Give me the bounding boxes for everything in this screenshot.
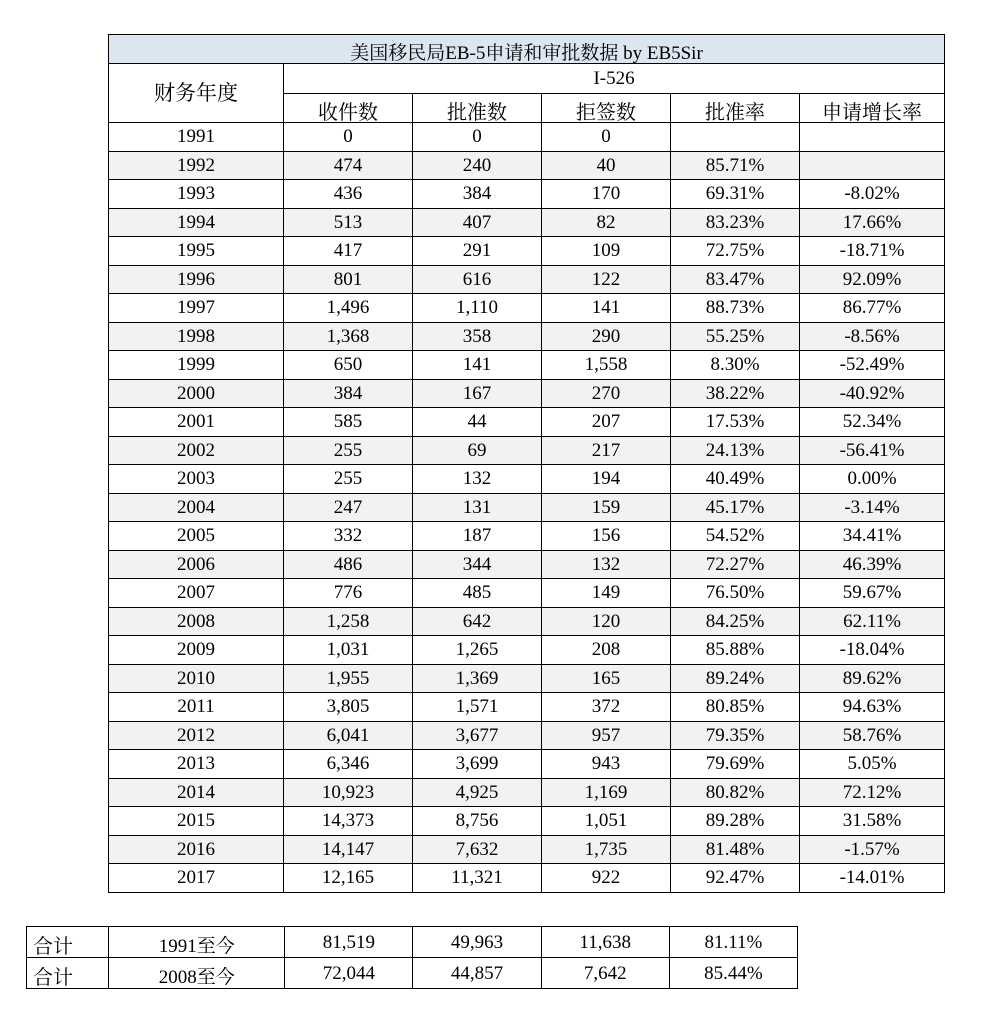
table-row	[109, 180, 945, 209]
approved-cell: 11,321	[413, 864, 542, 893]
approval-rate-cell: 69.31%	[671, 180, 800, 209]
approval-rate-cell: 92.47%	[671, 864, 800, 893]
denied-cell: 1,558	[542, 351, 671, 380]
approval-rate-cell: 45.17%	[671, 493, 800, 522]
table-row	[109, 750, 945, 779]
received-cell: 801	[284, 265, 413, 294]
approval-rate-cell: 88.73%	[671, 294, 800, 323]
growth-rate-cell: 86.77%	[800, 294, 945, 323]
table-row	[109, 807, 945, 836]
table-row	[109, 835, 945, 864]
received-cell: 247	[284, 493, 413, 522]
received-cell: 10,923	[284, 778, 413, 807]
growth-rate-cell: 89.62%	[800, 664, 945, 693]
approved-cell: 616	[413, 265, 542, 294]
table-row	[109, 864, 945, 893]
approved-cell: 240	[413, 151, 542, 180]
table-row	[109, 664, 945, 693]
denied-cell: 1,051	[542, 807, 671, 836]
table-row	[109, 265, 945, 294]
growth-rate-cell: 31.58%	[800, 807, 945, 836]
approval-rate-cell: 83.23%	[671, 208, 800, 237]
approved-cell: 344	[413, 550, 542, 579]
year-cell: 1994	[109, 208, 284, 237]
approval-rate-cell: 80.85%	[671, 693, 800, 722]
table-row	[109, 408, 945, 437]
approved-cell: 131	[413, 493, 542, 522]
received-cell: 14,147	[284, 835, 413, 864]
table-row	[109, 237, 945, 266]
growth-rate-cell: -18.04%	[800, 636, 945, 665]
denied-cell: 109	[542, 237, 671, 266]
year-cell: 2015	[109, 807, 284, 836]
received-cell: 776	[284, 579, 413, 608]
table-row	[109, 322, 945, 351]
received-cell: 1,496	[284, 294, 413, 323]
fiscal-year-header: 财务年度	[109, 64, 284, 123]
year-cell: 2011	[109, 693, 284, 722]
form-i526-header: I-526	[284, 64, 945, 94]
totals-received: 72,044	[285, 958, 413, 989]
table-row	[109, 550, 945, 579]
year-cell: 2014	[109, 778, 284, 807]
denied-cell: 82	[542, 208, 671, 237]
approved-cell: 1,571	[413, 693, 542, 722]
denied-cell: 270	[542, 379, 671, 408]
growth-rate-cell: -52.49%	[800, 351, 945, 380]
approved-cell: 1,265	[413, 636, 542, 665]
approval-rate-cell: 89.24%	[671, 664, 800, 693]
approval-rate-cell: 38.22%	[671, 379, 800, 408]
approved-cell: 642	[413, 607, 542, 636]
totals-period: 2008至今	[109, 958, 285, 989]
year-cell: 1998	[109, 322, 284, 351]
denied-cell: 957	[542, 721, 671, 750]
year-cell: 2001	[109, 408, 284, 437]
table-row	[109, 351, 945, 380]
denied-cell: 120	[542, 607, 671, 636]
table-row	[109, 778, 945, 807]
growth-rate-cell: 72.12%	[800, 778, 945, 807]
approval-rate-cell: 79.35%	[671, 721, 800, 750]
approval-rate-cell: 72.27%	[671, 550, 800, 579]
totals-row	[27, 958, 798, 989]
approval-rate-cell: 54.52%	[671, 522, 800, 551]
received-cell: 417	[284, 237, 413, 266]
growth-rate-cell: 94.63%	[800, 693, 945, 722]
eb5-data-table	[108, 34, 945, 893]
approved-cell: 1,110	[413, 294, 542, 323]
received-cell: 513	[284, 208, 413, 237]
approved-cell: 132	[413, 465, 542, 494]
received-cell: 650	[284, 351, 413, 380]
approved-cell: 3,699	[413, 750, 542, 779]
growth-rate-header: 申请增长率	[800, 94, 945, 123]
denied-cell: 159	[542, 493, 671, 522]
year-cell: 2003	[109, 465, 284, 494]
approved-cell: 407	[413, 208, 542, 237]
growth-rate-cell	[800, 151, 945, 180]
approved-cell: 4,925	[413, 778, 542, 807]
table-row	[109, 379, 945, 408]
approved-cell: 3,677	[413, 721, 542, 750]
approved-cell: 167	[413, 379, 542, 408]
approved-cell: 187	[413, 522, 542, 551]
approval-rate-cell: 72.75%	[671, 237, 800, 266]
received-cell: 332	[284, 522, 413, 551]
approval-rate-cell: 83.47%	[671, 265, 800, 294]
received-cell: 0	[284, 123, 413, 152]
growth-rate-cell: -1.57%	[800, 835, 945, 864]
approved-cell: 485	[413, 579, 542, 608]
totals-period: 1991至今	[109, 927, 285, 958]
denied-cell: 141	[542, 294, 671, 323]
received-cell: 6,346	[284, 750, 413, 779]
received-cell: 14,373	[284, 807, 413, 836]
table-row	[109, 636, 945, 665]
approval-rate-cell: 81.48%	[671, 835, 800, 864]
year-cell: 2008	[109, 607, 284, 636]
received-cell: 255	[284, 465, 413, 494]
received-cell: 6,041	[284, 721, 413, 750]
year-cell: 2004	[109, 493, 284, 522]
denied-cell: 208	[542, 636, 671, 665]
growth-rate-cell: -14.01%	[800, 864, 945, 893]
growth-rate-cell: 62.11%	[800, 607, 945, 636]
growth-rate-cell: 46.39%	[800, 550, 945, 579]
approved-cell: 384	[413, 180, 542, 209]
approval-rate-cell: 80.82%	[671, 778, 800, 807]
approval-rate-cell: 76.50%	[671, 579, 800, 608]
year-cell: 2016	[109, 835, 284, 864]
denied-cell: 40	[542, 151, 671, 180]
denied-cell: 149	[542, 579, 671, 608]
table-row	[109, 208, 945, 237]
approved-cell: 141	[413, 351, 542, 380]
table-row	[109, 579, 945, 608]
denied-cell: 170	[542, 180, 671, 209]
denied-cell: 372	[542, 693, 671, 722]
received-cell: 1,368	[284, 322, 413, 351]
year-cell: 1996	[109, 265, 284, 294]
denied-cell: 165	[542, 664, 671, 693]
growth-rate-cell: 34.41%	[800, 522, 945, 551]
growth-rate-cell	[800, 123, 945, 152]
approved-cell: 44	[413, 408, 542, 437]
totals-row	[27, 927, 798, 958]
approval-rate-cell: 85.71%	[671, 151, 800, 180]
table-row	[109, 465, 945, 494]
table-row	[109, 693, 945, 722]
year-cell: 2005	[109, 522, 284, 551]
approved-cell: 7,632	[413, 835, 542, 864]
received-cell: 1,955	[284, 664, 413, 693]
growth-rate-cell: 17.66%	[800, 208, 945, 237]
approved-cell: 358	[413, 322, 542, 351]
received-cell: 1,031	[284, 636, 413, 665]
received-cell: 585	[284, 408, 413, 437]
denied-cell: 132	[542, 550, 671, 579]
approval-rate-cell: 24.13%	[671, 436, 800, 465]
approval-rate-cell: 8.30%	[671, 351, 800, 380]
approval-rate-header: 批准率	[671, 94, 800, 123]
totals-received: 81,519	[285, 927, 413, 958]
growth-rate-cell: -3.14%	[800, 493, 945, 522]
approved-header: 批准数	[413, 94, 542, 123]
approval-rate-cell: 79.69%	[671, 750, 800, 779]
table-row	[109, 123, 945, 152]
approved-cell: 69	[413, 436, 542, 465]
growth-rate-cell: 52.34%	[800, 408, 945, 437]
growth-rate-cell: -56.41%	[800, 436, 945, 465]
totals-approved: 44,857	[413, 958, 541, 989]
year-cell: 1995	[109, 237, 284, 266]
table-row	[109, 721, 945, 750]
table-row	[109, 607, 945, 636]
year-cell: 2007	[109, 579, 284, 608]
approval-rate-cell: 85.88%	[671, 636, 800, 665]
growth-rate-cell: 5.05%	[800, 750, 945, 779]
approved-cell: 291	[413, 237, 542, 266]
year-cell: 1991	[109, 123, 284, 152]
approved-cell: 8,756	[413, 807, 542, 836]
approved-cell: 0	[413, 123, 542, 152]
growth-rate-cell: 59.67%	[800, 579, 945, 608]
year-cell: 1999	[109, 351, 284, 380]
year-cell: 1997	[109, 294, 284, 323]
denied-cell: 290	[542, 322, 671, 351]
table-row	[109, 436, 945, 465]
denied-cell: 922	[542, 864, 671, 893]
denied-cell: 207	[542, 408, 671, 437]
growth-rate-cell: 92.09%	[800, 265, 945, 294]
approval-rate-cell: 17.53%	[671, 408, 800, 437]
totals-denied: 7,642	[541, 958, 669, 989]
totals-label: 合计	[27, 958, 109, 989]
table-row	[109, 294, 945, 323]
received-cell: 1,258	[284, 607, 413, 636]
year-cell: 1992	[109, 151, 284, 180]
growth-rate-cell: -8.02%	[800, 180, 945, 209]
denied-header: 拒签数	[542, 94, 671, 123]
received-cell: 474	[284, 151, 413, 180]
growth-rate-cell: -40.92%	[800, 379, 945, 408]
year-cell: 2000	[109, 379, 284, 408]
approval-rate-cell: 40.49%	[671, 465, 800, 494]
approved-cell: 1,369	[413, 664, 542, 693]
table-row	[109, 151, 945, 180]
received-cell: 3,805	[284, 693, 413, 722]
year-cell: 2017	[109, 864, 284, 893]
year-cell: 2009	[109, 636, 284, 665]
totals-approval-rate: 81.11%	[669, 927, 797, 958]
year-cell: 2002	[109, 436, 284, 465]
denied-cell: 194	[542, 465, 671, 494]
table-title: 美国移民局EB-5申请和审批数据 by EB5Sir	[109, 35, 945, 64]
approval-rate-cell	[671, 123, 800, 152]
year-cell: 2013	[109, 750, 284, 779]
year-cell: 1993	[109, 180, 284, 209]
denied-cell: 1,735	[542, 835, 671, 864]
received-cell: 384	[284, 379, 413, 408]
totals-label: 合计	[27, 927, 109, 958]
year-cell: 2012	[109, 721, 284, 750]
totals-table	[26, 926, 798, 989]
growth-rate-cell: -8.56%	[800, 322, 945, 351]
received-cell: 255	[284, 436, 413, 465]
denied-cell: 943	[542, 750, 671, 779]
received-cell: 12,165	[284, 864, 413, 893]
growth-rate-cell: -18.71%	[800, 237, 945, 266]
denied-cell: 217	[542, 436, 671, 465]
totals-approval-rate: 85.44%	[669, 958, 797, 989]
denied-cell: 156	[542, 522, 671, 551]
approval-rate-cell: 55.25%	[671, 322, 800, 351]
denied-cell: 122	[542, 265, 671, 294]
received-header: 收件数	[284, 94, 413, 123]
totals-approved: 49,963	[413, 927, 541, 958]
table-row	[109, 522, 945, 551]
table-row	[109, 493, 945, 522]
denied-cell: 0	[542, 123, 671, 152]
growth-rate-cell: 0.00%	[800, 465, 945, 494]
totals-denied: 11,638	[541, 927, 669, 958]
year-cell: 2010	[109, 664, 284, 693]
denied-cell: 1,169	[542, 778, 671, 807]
approval-rate-cell: 89.28%	[671, 807, 800, 836]
approval-rate-cell: 84.25%	[671, 607, 800, 636]
received-cell: 486	[284, 550, 413, 579]
year-cell: 2006	[109, 550, 284, 579]
received-cell: 436	[284, 180, 413, 209]
growth-rate-cell: 58.76%	[800, 721, 945, 750]
